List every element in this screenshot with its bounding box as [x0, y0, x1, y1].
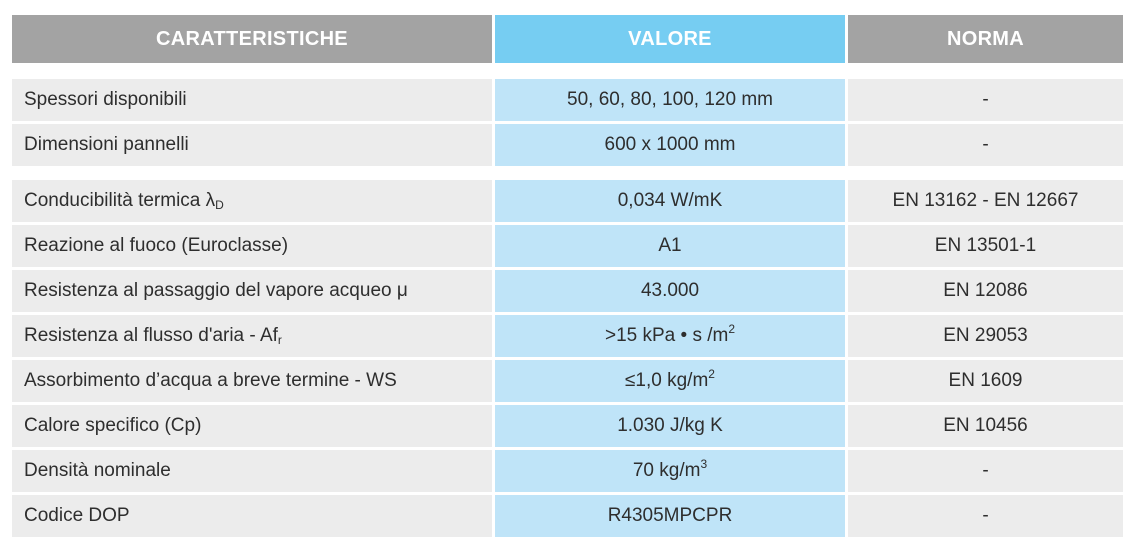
table-row [12, 225, 1123, 267]
row-value: >15 kPa • s /m $^2$ [495, 315, 845, 357]
row-label: Resistenza al passaggio del vapore acqueo μ [12, 270, 492, 312]
row-value: 1.030 J/kg K [495, 405, 845, 447]
row-label: Calore specifico (Cp) [12, 405, 492, 447]
header-caratteristiche: CARATTERISTICHE [12, 15, 492, 63]
row-norm: EN 1609 [848, 360, 1123, 402]
row-value: 600 x 1000 mm [495, 124, 845, 166]
row-label: Reazione al fuoco (Euroclasse) [12, 225, 492, 267]
row-norm: EN 12086 [848, 270, 1123, 312]
table-body [12, 79, 1123, 537]
row-norm: - [848, 79, 1123, 121]
row-norm: - [848, 450, 1123, 492]
table-row [12, 270, 1123, 312]
row-label: Resistenza al flusso d'aria - Af $_r$ [12, 315, 492, 357]
table-row [12, 360, 1123, 402]
table-row [12, 124, 1123, 166]
row-label: Codice DOP [12, 495, 492, 537]
row-value: ≤1,0 kg/m $^2$ [495, 360, 845, 402]
row-norm: - [848, 495, 1123, 537]
row-value: A1 [495, 225, 845, 267]
row-norm: EN 13162 - EN 12667 [848, 180, 1123, 222]
table-row [12, 79, 1123, 121]
header-valore: VALORE [495, 15, 845, 63]
row-label: Densità nominale [12, 450, 492, 492]
row-value: R4305MPCPR [495, 495, 845, 537]
header-norma: NORMA [848, 15, 1123, 63]
row-value: 50, 60, 80, 100, 120 mm [495, 79, 845, 121]
table-row [12, 405, 1123, 447]
row-norm: EN 13501-1 [848, 225, 1123, 267]
table-row [12, 315, 1123, 357]
table-row [12, 495, 1123, 537]
row-value: 43.000 [495, 270, 845, 312]
table-row [12, 450, 1123, 492]
row-norm: - [848, 124, 1123, 166]
row-norm: EN 29053 [848, 315, 1123, 357]
characteristics-table [12, 15, 1123, 540]
row-label: Spessori disponibili [12, 79, 492, 121]
row-value: 70 kg/m $^3$ [495, 450, 845, 492]
row-label: Conducibilità termica λ $_D$ [12, 180, 492, 222]
table-header [12, 15, 1123, 63]
row-norm: EN 10456 [848, 405, 1123, 447]
row-label: Dimensioni pannelli [12, 124, 492, 166]
table-row [12, 180, 1123, 222]
row-label: Assorbimento d’acqua a breve termine - WS [12, 360, 492, 402]
row-value: 0,034 W/mK [495, 180, 845, 222]
